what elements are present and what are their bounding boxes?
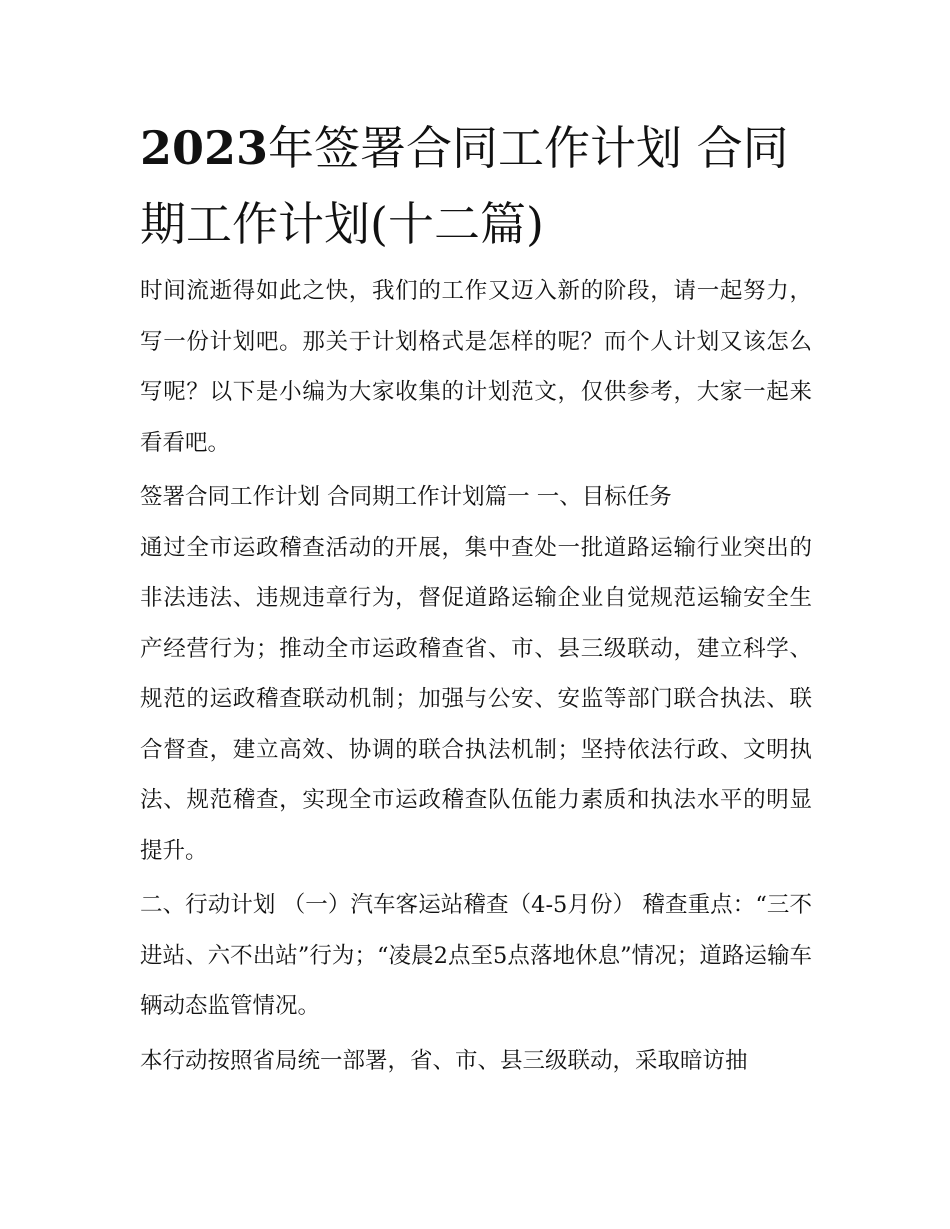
title-year: 2023 — [140, 121, 269, 175]
document-page — [140, 110, 812, 1090]
section-heading-paragraph: 签署合同工作计划 合同期工作计划篇一 一、目标任务 — [140, 484, 672, 510]
action-plan-paragraph: 二、行动计划 （一）汽车客运站稽查（4-5月份） 稽查重点：“三不进站、六不出站”行为；“凌晨2点至5点落地休息”情况；道路运输车辆动态监管情况。 — [140, 892, 812, 1019]
document-title — [140, 110, 812, 262]
implementation-paragraph: 本行动按照省局统一部署，省、市、县三级联动，采取暗访抽 — [140, 1047, 748, 1074]
goals-paragraph: 通过全市运政稽查活动的开展，集中查处一批道路运输行业突出的非法违法、违规违章行为，督促道路运输企业自觉规范运输安全生产经营行为；推动全市运政稽查省、市、县三级联动，建立科学、规范的运政稽查联动机制；加强与公安、安监等部门联合执法、联合督查，建立高效、协调的联合执法机制；坚持依法行政、文明执法、规范稽查，实现全市运政稽查队伍能力素质和执法水平的明显提升。 — [140, 534, 812, 864]
intro-paragraph: 时间流逝得如此之快，我们的工作又迈入新的阶段，请一起努力，写一份计划吧。那关于计划格式是怎样的呢？而个人计划又该怎么写呢？以下是小编为大家收集的计划范文，仅供参考，大家一起来看看吧。 — [140, 278, 812, 456]
title-text: 年签署合同工作计划 合同期工作计划(十二篇) — [140, 121, 789, 251]
